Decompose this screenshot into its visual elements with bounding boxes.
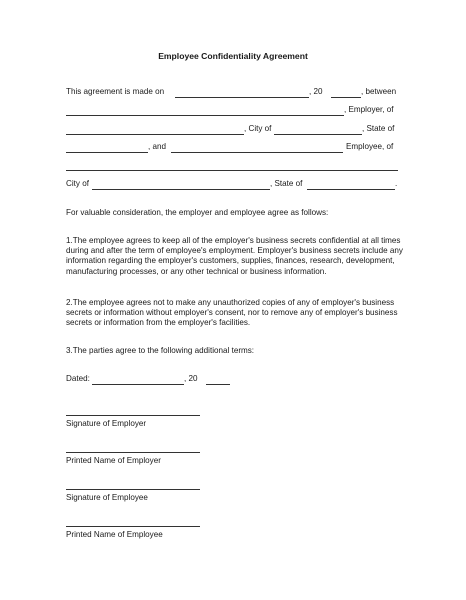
employer-name-field[interactable] [66,115,344,116]
employee-signature-label: Signature of Employee [66,493,148,502]
employer-signature-label: Signature of Employer [66,419,147,428]
employee-name-field[interactable] [171,152,343,153]
year-made-field[interactable] [331,97,361,98]
date-made-field[interactable] [175,97,309,98]
dated-label: Dated: [66,374,90,383]
employer-printed-name-line[interactable] [66,452,200,453]
employee-printed-name-label: Printed Name of Employee [66,530,163,539]
clause-2: 2.The employee agrees not to make any unauthorized copies of any of employer's business secrets or information without employer's consent, nor to remove any of employer's business secrets or information from the employer's facilities. [66,298,398,328]
consideration-text: For valuable consideration, the employer and employee agree as follows: [66,208,329,217]
employee-signature-line[interactable] [66,489,200,490]
between-label: , between [361,87,397,96]
clause-1: 1.The employee agrees to keep all of the employer's business secrets confidential at all times during and after the term of employee's employment. Employer's business secrets include any information regarding the employer's customers, supplies, finances, research, development, manufacturing processes, or any other technical or business information. [66,236,403,276]
made-on-label: This agreement is made on [66,87,165,96]
employee-city-field[interactable] [92,189,270,190]
clause-3: 3.The parties agree to the following additional terms: [66,346,255,355]
employer-address-field[interactable] [66,134,244,135]
employee-of-label: Employee, of [346,142,394,151]
employer-signature-line[interactable] [66,415,200,416]
dated-year-prefix: , 20 [184,374,198,383]
document-title: Employee Confidentiality Agreement [158,51,308,61]
employer-state-label: , State of [362,124,395,133]
dated-year-field[interactable] [206,384,230,385]
employee-city-label: City of [66,179,89,188]
employer-city-label: , City of [244,124,272,133]
employer-of-label: , Employer, of [344,105,394,114]
employer-printed-name-label: Printed Name of Employer [66,456,161,465]
employee-printed-name-line[interactable] [66,526,200,527]
year-prefix-label: , 20 [309,87,323,96]
employee-state-label: , State of [270,179,303,188]
employer-city-field[interactable] [274,134,362,135]
and-label: , and [148,142,167,151]
period-label: . [395,179,398,188]
employee-address-field[interactable] [66,170,398,171]
employee-state-field[interactable] [307,189,395,190]
dated-date-field[interactable] [92,384,184,385]
employer-state-field[interactable] [66,152,148,153]
